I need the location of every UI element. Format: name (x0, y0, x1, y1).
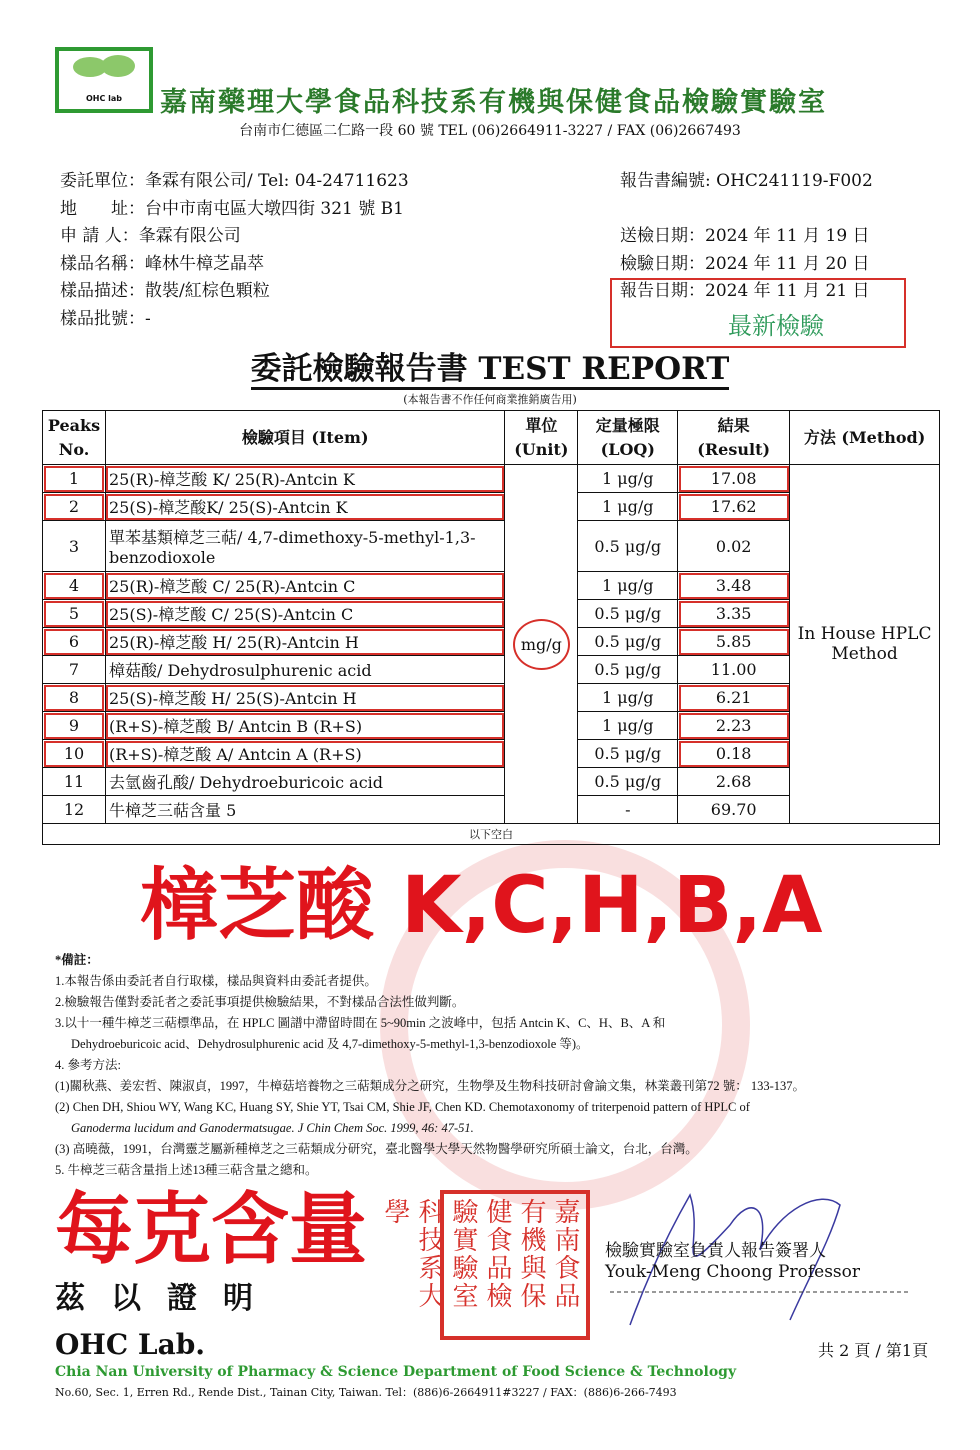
signatory-title: 檢驗實驗室負責人報告簽署人 (605, 1241, 826, 1261)
page-number: 共 2 頁 / 第1頁 (818, 1341, 929, 1360)
loq-value: 0.5 μg/g (578, 628, 678, 656)
result-value: 69.70 (678, 796, 790, 824)
item-name: (R+S)-樟芝酸 A/ Antcin A (R+S) (105, 740, 504, 768)
loq-value: 1 μg/g (578, 493, 678, 521)
notes-heading: *備註： (55, 953, 99, 967)
loq-value: 0.5 μg/g (578, 768, 678, 796)
item-name: 去氫齒孔酸/ Dehydroeburicoic acid (105, 768, 504, 796)
note-line: (2) Chen DH, Shiou WY, Wang KC, Huang SY, Shie YT, Tsai CM, Shie JF, Chen KD. Chemotaxonomy of triterpenoid pattern of HPLC of (55, 1100, 750, 1114)
peak-number: 1 (43, 465, 106, 493)
applicant: 申 請 人：夆霖有限公司 (60, 226, 241, 246)
result-value: 11.00 (678, 656, 790, 684)
client-info (60, 168, 409, 333)
report-date: 報告日期：2024 年 11 月 21 日 (620, 281, 870, 301)
footer-address: No.60, Sec. 1, Erren Rd., Rende Dist., Tainan City, Taiwan. Tel：(886)6-2664911#3227 / FAX：(886)6-266-7493 (55, 1386, 677, 1399)
note-line: (1)關秋燕、姜宏哲、陳淑貞，1997，牛樟菇培養物之三萜類成分之研究，生物學及生物科技研討會論文集，林業叢刊第72 號： 133-137。 (55, 1079, 805, 1093)
header-result: 結果 (Result) (678, 411, 790, 465)
peak-number: 4 (43, 572, 106, 600)
note-line: 5. 牛樟芝三萜含量指上述13種三萜含量之總和。 (55, 1163, 318, 1177)
header-loq: 定量極限 (LOQ) (578, 411, 678, 465)
item-name: 單苯基類樟芝三萜/ 4,7-dimethoxy-5-methyl-1,3-benzodioxole (105, 521, 504, 572)
peak-number: 2 (43, 493, 106, 521)
result-value: 0.02 (678, 521, 790, 572)
signatory-name: Youk-Meng Choong Professor (605, 1262, 860, 1282)
footer-department: Chia Nan University of Pharmacy & Science Department of Food Science & Technology (55, 1364, 737, 1380)
loq-value: 0.5 μg/g (578, 521, 678, 572)
result-value: 5.85 (678, 628, 790, 656)
loq-value: - (578, 796, 678, 824)
notes (55, 950, 935, 1181)
lab-stamp: 嘉南食品有機與保健食品檢驗實驗室科技系大學 (440, 1190, 590, 1340)
loq-value: 0.5 μg/g (578, 656, 678, 684)
loq-value: 1 μg/g (578, 684, 678, 712)
header-peaks: Peaks No. (43, 411, 106, 465)
peak-number: 9 (43, 712, 106, 740)
client-address: 地 址：台中市南屯區大墩四街 321 號 B1 (60, 198, 404, 219)
item-name: 25(R)-樟芝酸 H/ 25(R)-Antcin H (105, 628, 504, 656)
item-name: 25(S)-樟芝酸K/ 25(S)-Antcin K (105, 493, 504, 521)
footer-lab-name: OHC Lab. (55, 1328, 206, 1361)
loq-value: 1 μg/g (578, 572, 678, 600)
peak-number: 12 (43, 796, 106, 824)
sample-description: 樣品描述：散裝/紅棕色顆粒 (60, 281, 270, 301)
loq-value: 0.5 μg/g (578, 740, 678, 768)
peak-number: 6 (43, 628, 106, 656)
note-line: Ganoderma lucidum and Ganodermatsugae. J Chin Chem Soc. 1999, 46: 47-51. (71, 1121, 474, 1135)
note-line: Dehydroeburicoic acid、Dehydrosulphurenic acid 及 4,7-dimethoxy-5-methyl-1,3-benzodioxole 等)。 (71, 1037, 589, 1051)
result-value: 0.18 (678, 740, 790, 768)
result-value: 2.23 (678, 712, 790, 740)
overlay-antcin-label: 樟芝酸 K,C,H,B,A (140, 861, 823, 951)
method-cell: In House HPLC Method (790, 465, 940, 824)
item-name: 25(S)-樟芝酸 C/ 25(S)-Antcin C (105, 600, 504, 628)
table-row (43, 465, 940, 493)
result-value: 3.35 (678, 600, 790, 628)
item-name: 25(S)-樟芝酸 H/ 25(S)-Antcin H (105, 684, 504, 712)
result-value: 6.21 (678, 684, 790, 712)
peak-number: 8 (43, 684, 106, 712)
loq-value: 1 μg/g (578, 712, 678, 740)
unit-cell (505, 465, 578, 824)
note-line: 3.以十一種牛樟芝三萜標準品，在 HPLC 圖譜中滯留時間在 5~90min 之波峰中，包括 Antcin K、C、H、B、A 和 (55, 1016, 666, 1030)
result-value: 17.08 (678, 465, 790, 493)
peak-number: 5 (43, 600, 106, 628)
result-value: 2.68 (678, 768, 790, 796)
lab-name: 嘉南藥理大學食品科技系有機與保健食品檢驗實驗室 (160, 87, 827, 118)
result-value: 17.62 (678, 493, 790, 521)
header-item: 檢驗項目 (Item) (105, 411, 504, 465)
peak-number: 7 (43, 656, 106, 684)
note-line: 2.檢驗報告僅對委託者之委託事項提供檢驗結果，不對樣品合法性做判斷。 (55, 995, 465, 1009)
report-number: 報告書編號: OHC241119-F002 (620, 171, 873, 191)
overlay-per-gram-label: 每克含量 (55, 1185, 368, 1275)
loq-value: 1 μg/g (578, 465, 678, 493)
unit-circle: mg/g (513, 619, 570, 670)
note-line: 1.本報告係由委託者自行取樣，樣品與資料由委託者提供。 (55, 974, 377, 988)
item-name: 樟菇酸/ Dehydrosulphurenic acid (105, 656, 504, 684)
note-line: (3) 高曉薇，1991，台灣靈芝屬新種樟芝之三萜類成分研究，臺北醫學大學天然物醫學研究所碩士論文，台北，台灣。 (55, 1142, 698, 1156)
result-value: 3.48 (678, 572, 790, 600)
header-method: 方法 (Method) (790, 411, 940, 465)
certify-text: 茲以證明 (55, 1281, 279, 1316)
sample-batch: 樣品批號：- (60, 308, 151, 329)
ohc-lab-logo: OHC lab (55, 47, 153, 113)
note-line: 4. 參考方法: (55, 1058, 121, 1072)
header-unit: 單位 (Unit) (505, 411, 578, 465)
loq-value: 0.5 μg/g (578, 600, 678, 628)
item-name: (R+S)-樟芝酸 B/ Antcin B (R+S) (105, 712, 504, 740)
report-subtitle: (本報告書不作任何商業推銷廣告用) (403, 393, 577, 406)
latest-test-label: 最新檢驗 (728, 312, 824, 340)
peak-number: 3 (43, 521, 106, 572)
lab-address: 台南市仁德區二仁路一段 60 號 TEL (06)2664911-3227 / FAX (06)2667493 (239, 123, 741, 139)
blank-note: 以下空白 (43, 824, 940, 845)
item-name: 25(R)-樟芝酸 K/ 25(R)-Antcin K (105, 465, 504, 493)
item-name: 25(R)-樟芝酸 C/ 25(R)-Antcin C (105, 572, 504, 600)
test-date: 檢驗日期：2024 年 11 月 20 日 (620, 253, 870, 274)
table-header (43, 411, 940, 465)
sample-name: 樣品名稱：峰林牛樟芝晶萃 (60, 253, 264, 274)
report-title: 委託檢驗報告書 TEST REPORT (0, 343, 980, 388)
item-name: 牛樟芝三萜含量 5 (105, 796, 504, 824)
peak-number: 11 (43, 768, 106, 796)
client: 委託單位：夆霖有限公司/ Tel: 04-24711623 (60, 171, 409, 191)
peak-number: 10 (43, 740, 106, 768)
submit-date: 送檢日期：2024 年 11 月 19 日 (620, 226, 870, 246)
results-table (42, 410, 940, 845)
